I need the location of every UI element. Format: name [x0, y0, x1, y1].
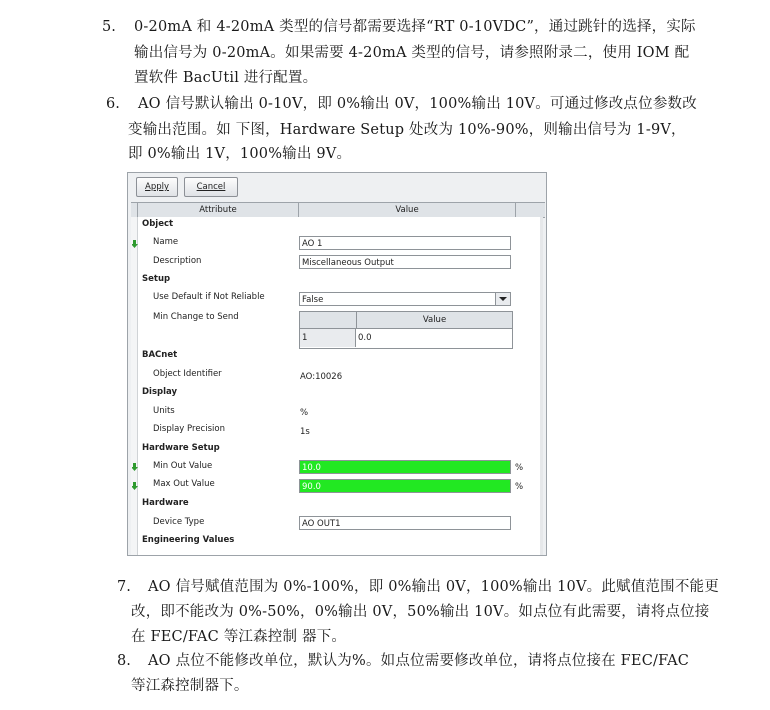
- use-default-label: Use Default if Not Reliable: [153, 292, 265, 302]
- item-6-number: 6.: [106, 96, 120, 112]
- item-8-line-1: AO 点位不能修改单位，默认为%。如点位需要修改单位，请将点位接在 FEC/FAC: [148, 653, 690, 669]
- section-display: Display: [142, 387, 178, 397]
- item-8-number: 8.: [117, 653, 131, 669]
- min-out-value-field[interactable]: 10.0: [299, 460, 511, 474]
- device-type-label: Device Type: [153, 517, 205, 527]
- display-precision-value: 1s: [300, 427, 310, 437]
- cancel-button[interactable]: [184, 177, 238, 197]
- display-precision-label: Display Precision: [153, 424, 225, 434]
- dropdown-arrow-icon[interactable]: [495, 293, 510, 305]
- value-column-header[interactable]: Value: [299, 203, 516, 217]
- section-object: Object: [142, 219, 174, 229]
- item-6-line-2: 变输出范围。如 下图，Hardware Setup 处改为 10%-90%，则输出信号为 1-9V，: [128, 122, 686, 138]
- item-5-line-3: 置软件 BacUtil 进行配置。: [134, 70, 318, 86]
- item-5-line-1: 0-20mA 和 4-20mA 类型的信号都需要选择“RT 0-10VDC”，通过跳针的选择，实际: [134, 19, 696, 35]
- item-7-number: 7.: [117, 579, 131, 595]
- item-7-line-3: 在 FEC/FAC 等江森控制 器下。: [131, 629, 347, 645]
- description-field[interactable]: Miscellaneous Output: [299, 255, 511, 269]
- max-out-value-field[interactable]: 90.0: [299, 479, 511, 493]
- item-5-number: 5.: [102, 19, 116, 35]
- item-6-line-3: 即 0%输出 1V，100%输出 9V。: [128, 146, 352, 162]
- section-bacnet: BACnet: [142, 350, 178, 360]
- item-7-line-1: AO 信号赋值范围为 0%-100%，即 0%输出 0V，100%输出 10V。此赋值范围不能更: [148, 579, 719, 595]
- max-out-unit: %: [515, 482, 524, 492]
- units-value: %: [300, 408, 309, 418]
- description-label: Description: [153, 256, 202, 266]
- section-hardware-setup: Hardware Setup: [142, 443, 220, 453]
- apply-label: Apply: [145, 182, 169, 192]
- cancel-label: Cancel: [196, 182, 226, 192]
- item-7-line-2: 改，即不能改为 0%-50%，0%输出 0V，50%输出 10V。如点位有此需要，请将点位接: [131, 604, 710, 620]
- name-field[interactable]: AO 1: [299, 236, 511, 250]
- attribute-table: [131, 217, 543, 555]
- subtable-row-value[interactable]: 0.0: [358, 333, 372, 343]
- row-gutter: [131, 217, 138, 555]
- object-identifier-label: Object Identifier: [153, 369, 222, 379]
- min-out-value-label: Min Out Value: [153, 461, 213, 471]
- subtable-value-header: Value: [422, 315, 447, 325]
- vertical-scrollbar[interactable]: [540, 217, 543, 555]
- max-out-value-label: Max Out Value: [153, 479, 215, 489]
- table-header: [131, 202, 545, 218]
- min-out-unit: %: [515, 463, 524, 473]
- subtable-header: [300, 312, 512, 329]
- device-type-field[interactable]: AO OUT1: [299, 516, 511, 530]
- object-identifier-value: AO:10026: [300, 372, 343, 382]
- item-6-line-1: AO 信号默认输出 0-10V，即 0%输出 0V，100%输出 10V。可通过修改点位参数改: [138, 96, 697, 112]
- modified-flag-icon: [132, 463, 138, 471]
- section-setup: Setup: [142, 274, 171, 284]
- min-change-label: Min Change to Send: [153, 312, 239, 322]
- modified-flag-icon: [132, 482, 138, 490]
- subtable-index-header: [300, 312, 357, 328]
- subtable-row-index: 1: [300, 329, 356, 347]
- modified-flag-icon: [132, 240, 138, 248]
- use-default-value: False: [302, 295, 324, 305]
- min-change-subtable: [299, 311, 513, 349]
- attribute-column-header[interactable]: Attribute: [138, 203, 299, 217]
- item-8-line-2: 等江森控制器下。: [131, 678, 249, 694]
- units-label: Units: [153, 406, 175, 416]
- section-hardware: Hardware: [142, 498, 189, 508]
- name-label: Name: [153, 237, 179, 247]
- header-gutter: [131, 203, 138, 217]
- apply-button[interactable]: [136, 177, 178, 197]
- item-5-line-2: 输出信号为 0-20mA。如果需要 4-20mA 类型的信号，请参照附录二，使用 IOM 配: [134, 45, 690, 61]
- attribute-editor-screenshot: [127, 172, 547, 556]
- use-default-select[interactable]: [299, 292, 511, 306]
- section-engineering-values: Engineering Values: [142, 535, 235, 545]
